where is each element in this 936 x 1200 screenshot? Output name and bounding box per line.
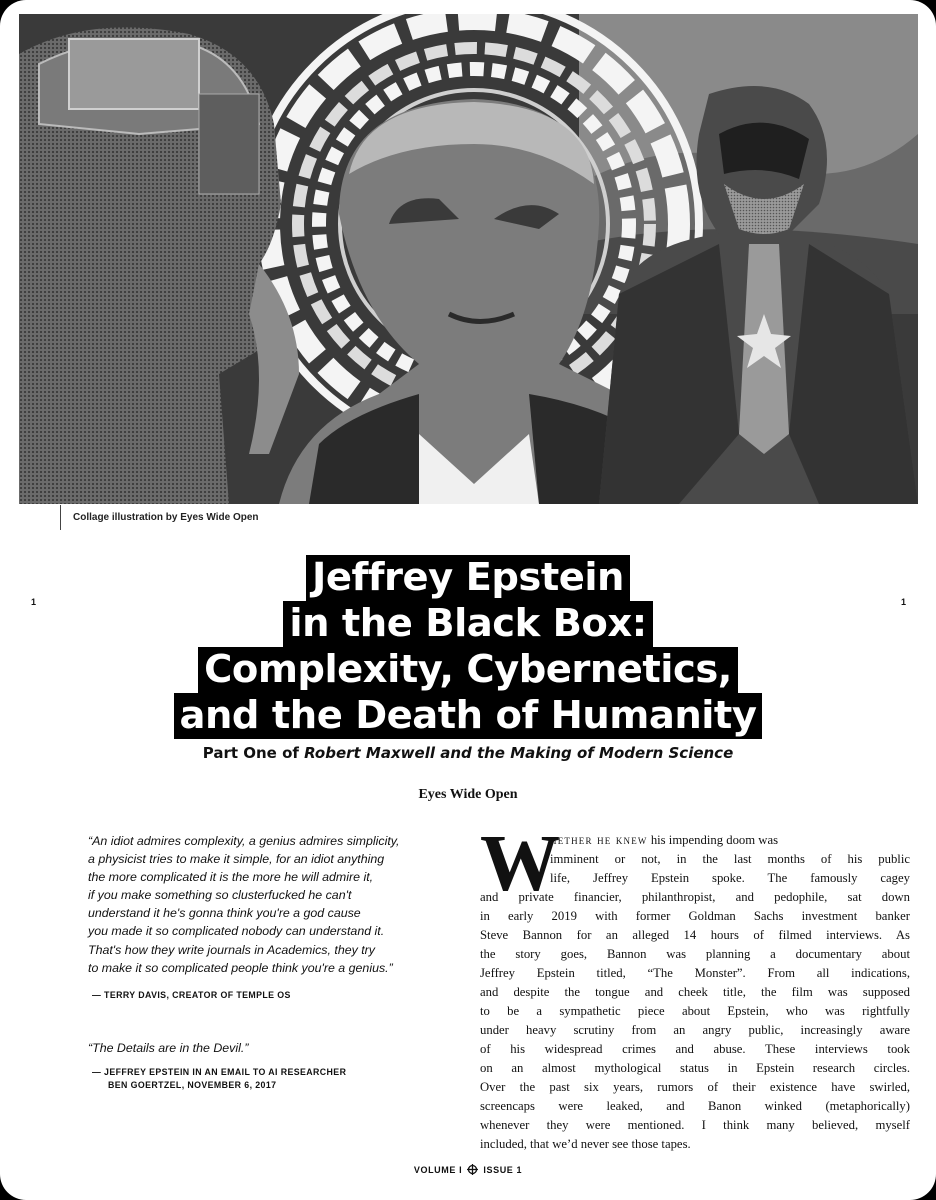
epigraph-quote <box>88 832 438 977</box>
quote-line: you made it so complicated nobody can understand it. <box>88 924 385 939</box>
attribution-line: BEN GOERTZEL, NOVEMBER 6, 2017 <box>108 1079 277 1090</box>
subtitle-series-name: Robert Maxwell and the Making of Modern Science <box>304 744 734 762</box>
body-line: Over the past six years, rumors of their existence have swirled, <box>480 1080 910 1094</box>
author-byline: Eyes Wide Open <box>418 787 518 802</box>
body-line: Steve Bannon for an alleged 14 hours of filmed interviews. As <box>480 928 910 942</box>
body-line: Jeffrey Epstein titled, “The Monster”. From all indications, <box>480 966 910 980</box>
body-line: to be a sympathetic piece about Epstein, who was rightfully <box>480 1004 910 1018</box>
epigraph-quote <box>88 1039 438 1057</box>
title-line: in the Black Box: <box>283 601 652 647</box>
page-footer <box>0 1164 936 1177</box>
body-line: and private financier, philanthropist, and pedophile, sat down <box>480 890 910 904</box>
body-line: in early 2019 with former Goldman Sachs investment banker <box>480 909 910 923</box>
collage-illustration <box>19 14 918 504</box>
body-line-text: his impending doom was <box>647 833 779 847</box>
epigraph-attribution <box>92 1066 346 1091</box>
page-number-right: 1 <box>901 597 907 607</box>
body-line: and despite the tongue and cheek title, the film was supposed <box>480 985 910 999</box>
body-line: whenever they were mentioned. I think many believed, myself <box>480 1118 910 1132</box>
body-line: screencaps were leaked, and Banon winked (metaphorically) <box>480 1099 910 1113</box>
quote-line: to make it so complicated people think you're a genius.” <box>88 960 393 975</box>
attribution-line: — TERRY DAVIS, CREATOR OF TEMPLE OS <box>92 990 291 1000</box>
quote-line: the more complicated it is the more he will admire it, <box>88 870 374 885</box>
article-title <box>0 555 936 739</box>
epigraph-attribution <box>92 989 291 1002</box>
title-line: Jeffrey Epstein <box>306 555 630 601</box>
page-number-left: 1 <box>31 597 37 607</box>
body-line: the story goes, Bannon was planning a documentary about <box>480 947 910 961</box>
article-body <box>480 820 910 1154</box>
illustration-caption: Collage illustration by Eyes Wide Open <box>60 505 280 530</box>
footer-volume: VOLUME I <box>413 1164 463 1175</box>
article-subtitle <box>0 744 936 762</box>
title-line: and the Death of Humanity <box>174 693 763 739</box>
quote-line: “The Details are in the Devil.” <box>88 1041 249 1055</box>
quote-line: That's how they write journals in Academics, they try <box>88 942 376 957</box>
body-line <box>480 831 910 850</box>
body-line: included, that we’d never see those tapes. <box>480 1137 691 1151</box>
body-line: of his widespread crimes and abuse. These interviews took <box>480 1042 910 1056</box>
body-line: under heavy scrutiny from an angry public, increasingly aware <box>480 1023 910 1037</box>
drop-cap: W <box>480 820 560 908</box>
attribution-line: — JEFFREY EPSTEIN IN AN EMAIL TO AI RESEARCHER <box>92 1067 347 1077</box>
subtitle-prefix: Part One of <box>202 744 305 762</box>
smallcaps-lead: hether he knew <box>550 833 648 847</box>
quote-line: if you make something so clusterfucked he can't <box>88 888 352 903</box>
quote-line: a physicist tries to make it simple, for an idiot anything <box>88 852 385 867</box>
body-line: on an almost mythological status in Epstein research circles. <box>480 1061 910 1075</box>
crosshair-icon <box>467 1164 478 1177</box>
body-line: imminent or not, in the last months of his public <box>550 852 910 866</box>
body-line: life, Jeffrey Epstein spoke. The famously cagey <box>550 871 910 885</box>
quote-line: “An idiot admires complexity, a genius admires simplicity, <box>88 834 400 848</box>
title-line: Complexity, Cybernetics, <box>198 647 738 693</box>
quote-line: understand it he's gonna think you're a god cause <box>88 906 361 921</box>
footer-issue: ISSUE 1 <box>483 1164 523 1175</box>
